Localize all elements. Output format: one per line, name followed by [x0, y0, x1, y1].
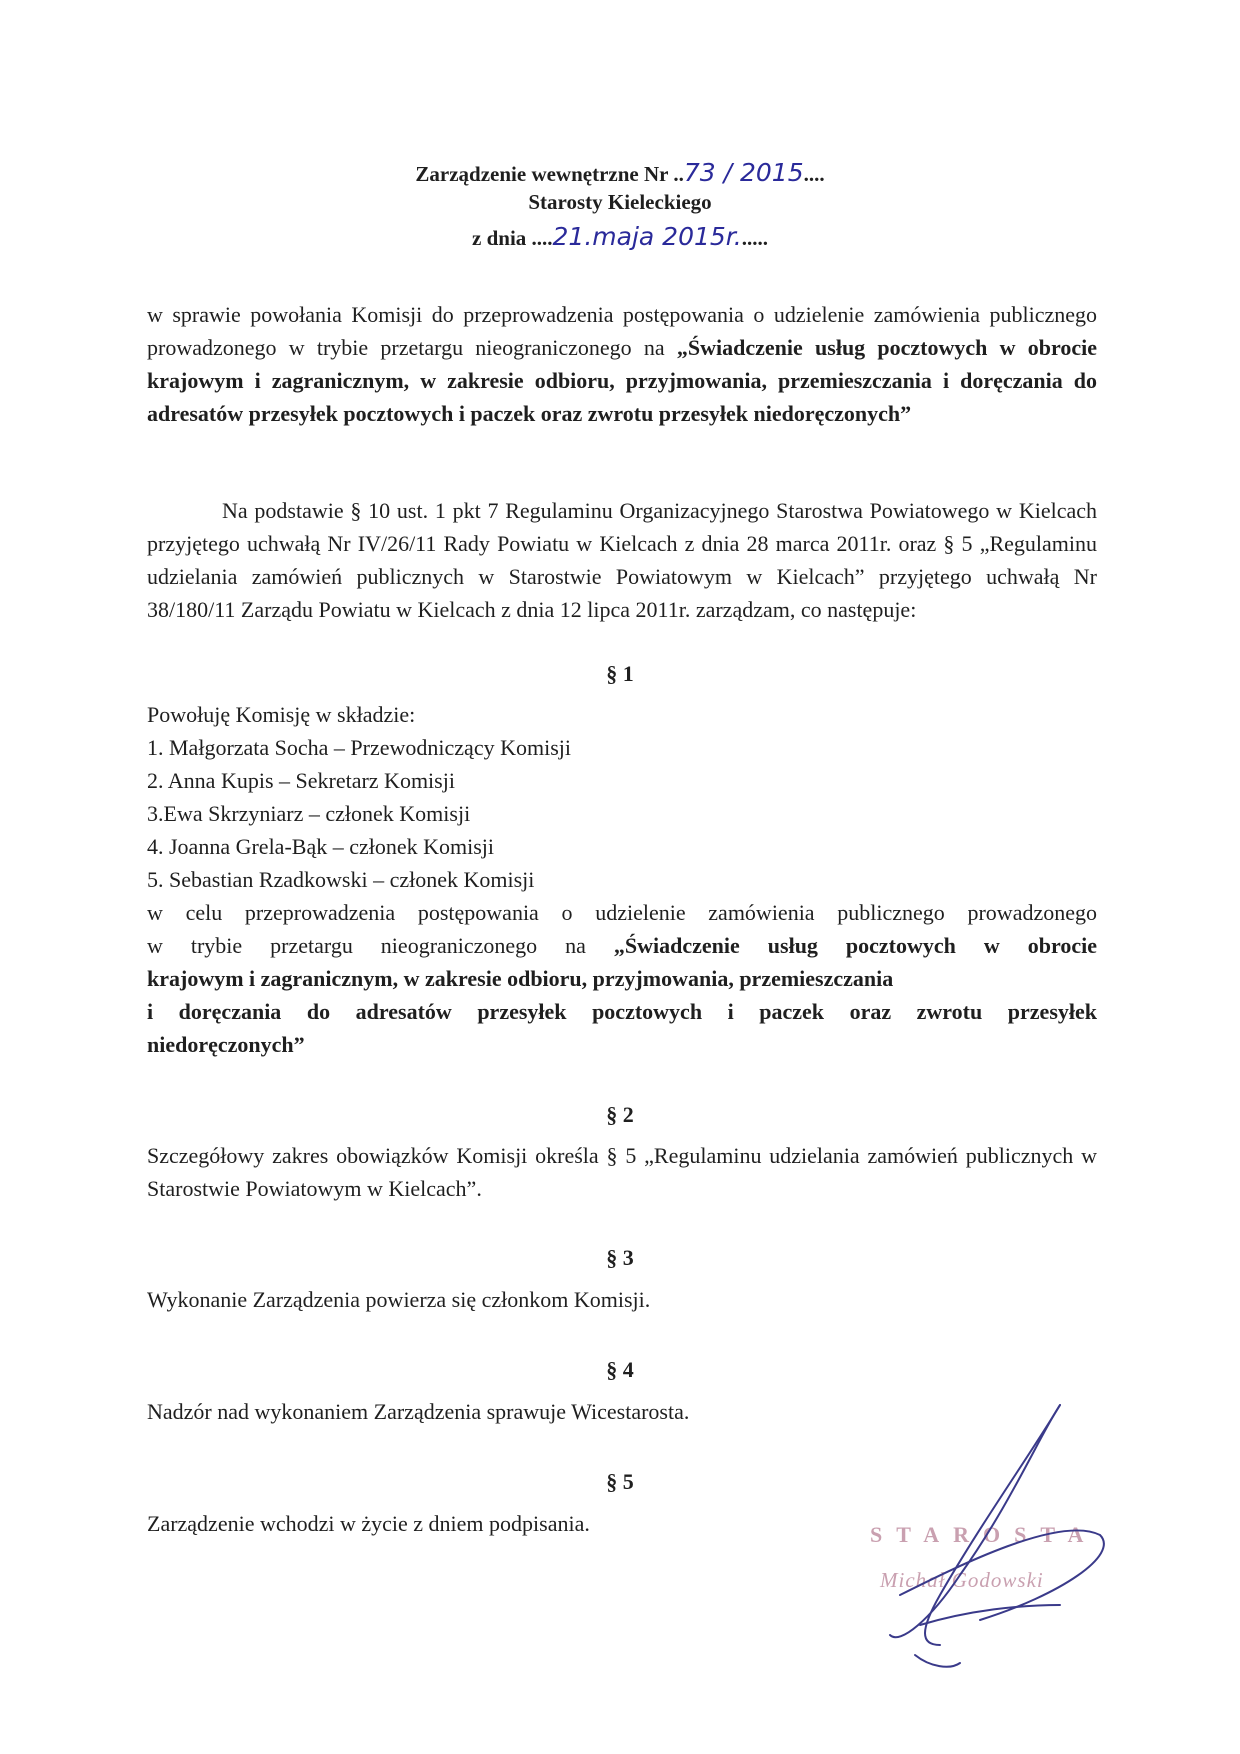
order-title: Zarządzenie wewnętrzne Nr ..73 / 2015.... [415, 158, 825, 187]
section-2-heading: § 2 [606, 1102, 634, 1127]
committee-member: 3.Ewa Skrzyniarz – członek Komisji [147, 801, 471, 826]
section-1-heading: § 1 [606, 661, 634, 686]
date-line: z dnia ....21.maja 2015r...... [472, 222, 768, 251]
committee-member: 4. Joanna Grela-Bąk – członek Komisji [147, 834, 495, 859]
section-3-text: Wykonanie Zarządzenia powierza się członkom Komisji. [147, 1287, 651, 1312]
section-5-heading: § 5 [606, 1469, 634, 1494]
purpose-line: w celu przeprowadzenia postępowania o udzielenie zamówienia publicznego prowadzonego [147, 900, 1097, 925]
section-3-heading: § 3 [606, 1245, 634, 1270]
section-2-text: Szczegółowy zakres obowiązków Komisji określa § 5 „Regulaminu udzielania zamówień publicznych w Starostwie Powiatowym w Kielcach”. [147, 1143, 1097, 1201]
purpose-line: w trybie przetargu nieograniczonego na „Świadczenie usług pocztowych w obrocie [147, 933, 1097, 958]
handwritten-signature [860, 1395, 1120, 1675]
section-4-text: Nadzór nad wykonaniem Zarządzenia sprawuje Wicestarosta. [147, 1399, 690, 1424]
handwritten-date: 21.maja 2015r. [552, 222, 742, 251]
committee-member: 1. Małgorzata Socha – Przewodniczący Komisji [147, 735, 571, 760]
purpose-line: niedoręczonych” [147, 1032, 305, 1057]
section-4-heading: § 4 [606, 1357, 634, 1382]
purpose-line: krajowym i zagranicznym, w zakresie odbioru, przyjmowania, przemieszczania [147, 966, 894, 991]
issuer-line: Starosty Kieleckiego [528, 190, 712, 214]
subject-paragraph: w sprawie powołania Komisji do przeprowadzenia postępowania o udzielenie zamówienia publicznego prowadzonego w trybie przetargu nieograniczonego na „Świadczenie usług pocztowych w obrocie krajowym i zagranicznym, w zakresie odbioru, przyjmowania, przemieszczania i doręczania do adresatów przesyłek pocztowych i paczek oraz zwrotu przesyłek niedoręczonych” [147, 302, 1097, 426]
purpose-line: i doręczania do adresatów przesyłek pocztowych i paczek oraz zwrotu przesyłek [147, 999, 1097, 1024]
handwritten-order-number: 73 / 2015 [683, 158, 804, 187]
starosta-stamp-title: STAROSTA [870, 1522, 1098, 1547]
committee-member: 2. Anna Kupis – Sekretarz Komisji [147, 768, 455, 793]
section-5-text: Zarządzenie wchodzi w życie z dniem podpisania. [147, 1511, 590, 1536]
legal-basis-paragraph: Na podstawie § 10 ust. 1 pkt 7 Regulaminu Organizacyjnego Starostwa Powiatowego w Kielcach przyjętego uchwałą Nr IV/26/11 Rady Powiatu w Kielcach z dnia 28 marca 2011r. oraz § 5 „Regulaminu udzielania zamówień publicznych w Starostwie Powiatowym w Kielcach” przyjętego uchwałą Nr 38/180/11 Zarządu Powiatu w Kielcach z dnia 12 lipca 2011r. zarządzam, co następuje: [147, 498, 1097, 622]
committee-member: 5. Sebastian Rzadkowski – członek Komisji [147, 867, 535, 892]
committee-intro: Powołuję Komisję w składzie: [147, 702, 416, 727]
starosta-stamp-name: Michał Godowski [880, 1568, 1044, 1592]
